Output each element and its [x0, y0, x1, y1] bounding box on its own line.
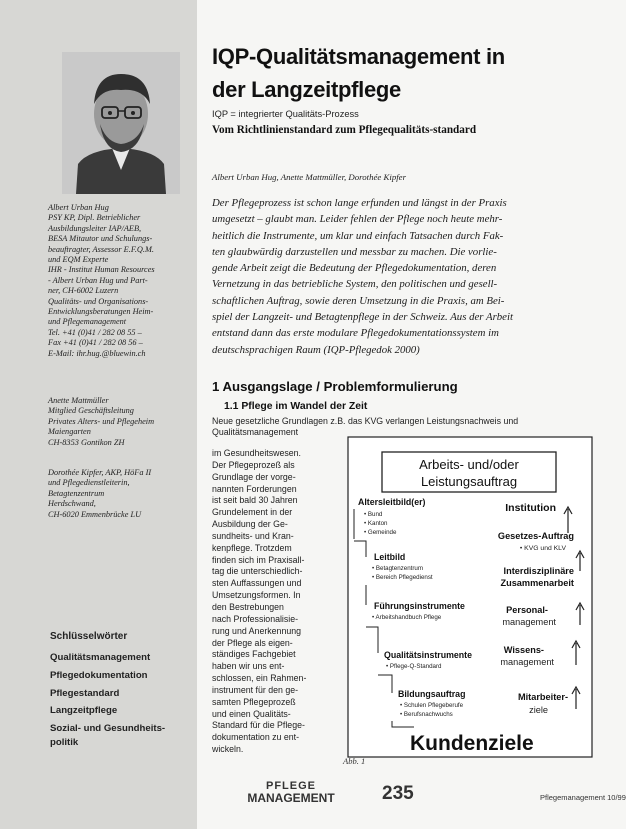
- node-label: Altersleitbild(er): [358, 497, 426, 507]
- bio-line: Anette Mattmüller: [48, 396, 109, 405]
- bio-line: E-Mail: ihr.hug.@bluewin.ch: [48, 348, 146, 358]
- body-line: dokumentation zu ent-: [212, 732, 300, 743]
- node-label: Führungsinstrumente: [374, 601, 465, 611]
- body-line: Grundlage der vorge-: [212, 471, 296, 482]
- node-label: management: [502, 617, 556, 627]
- body-line: Ausbildung der Ge-: [212, 519, 288, 530]
- logo-bottom: MANAGEMENT: [247, 791, 335, 805]
- node-label: Leitbild: [374, 552, 406, 562]
- node-bullet: • Berufsnachwuchs: [400, 711, 453, 718]
- page-number: 235: [382, 783, 414, 804]
- keywords-list: [50, 649, 192, 748]
- node-bullet: • KVG und KLV: [519, 545, 566, 552]
- bio-kipfer: [48, 468, 193, 520]
- title-line: der Langzeitpflege: [212, 77, 401, 102]
- node-bullet: • Kanton: [364, 520, 388, 527]
- body-line: der Pflege als eigen-: [212, 637, 293, 648]
- abstract-line: umgesetzt – glaubt man. Leider fehlen der Pflege noch heute mehr-: [212, 213, 503, 226]
- node-bullet: • Betagtenzentrum: [372, 565, 424, 572]
- article-abstract: [212, 195, 513, 358]
- keyword: Pflegestandard: [50, 687, 120, 699]
- article-subtitle: Vom Richtlinienstandard zum Pflegequalitäts-standard: [212, 124, 477, 136]
- bio-line: Betagtenzentrum: [48, 488, 105, 498]
- author-photo: [62, 52, 180, 194]
- bio-line: ner, CH-6002 Luzern: [48, 286, 119, 296]
- article-authors: Albert Urban Hug, Anette Mattmüller, Dorothée Kipfer: [212, 172, 406, 182]
- keyword: politik: [50, 736, 79, 748]
- figure-caption: Abb. 1: [343, 756, 366, 766]
- body-line: Der Pflegeprozeß als: [212, 459, 295, 470]
- article-kicker: IQP = integrierter Qualitäts-Prozess: [212, 109, 359, 119]
- node-bullet: • Gemeinde: [364, 529, 397, 536]
- bio-line: Albert Urban Hug: [48, 203, 109, 212]
- body-line: nach Professionalisie-: [212, 613, 299, 624]
- body-line: ist seit bald 30 Jahren: [212, 495, 298, 506]
- abstract-line: spiel der Langzeit- und Betagtenpflege in der Schweiz. Aus der Arbeit: [212, 311, 513, 324]
- node-bullet: • Schulen Pflegeberufe: [400, 702, 464, 709]
- body-line: schlossen, ein Rahmen-: [212, 673, 307, 684]
- body-line: Standard für die Pflege-: [212, 720, 305, 731]
- bio-line: BESA Mitautor und Schulungs-: [48, 234, 153, 244]
- intro-line: Qualitätsmanagement: [212, 426, 299, 437]
- keyword: Qualitätsmanagement: [50, 652, 151, 663]
- node-label: Mitarbeiter-: [517, 692, 568, 702]
- bio-hug: [48, 203, 193, 359]
- body-line: Grundelement in der: [212, 507, 293, 518]
- node-label: ziele: [529, 705, 548, 715]
- bio-mattmueller: [48, 396, 193, 448]
- node-label: Gesetzes-Auftrag: [497, 531, 574, 541]
- keyword: Sozial- und Gesundheits-: [50, 723, 166, 735]
- body-line: rung und Anerkennung: [212, 625, 302, 636]
- abstract-line: heitlich die Instrumente, um klar und einfach Tatsachen durch Fak-: [212, 229, 504, 242]
- top-box-line: Leistungsauftrag: [420, 474, 518, 489]
- body-line: ständiges Fachgebiet: [212, 649, 296, 660]
- bio-line: Fax +41 (0)41 / 282 08 56 –: [48, 338, 143, 348]
- bio-line: Herdschwand,: [48, 499, 96, 509]
- body-line: finden sich im Praxisall-: [212, 554, 305, 565]
- node-label: management: [500, 657, 554, 667]
- node-bullet: • Bund: [364, 511, 383, 518]
- intro-line: Neue gesetzliche Grundlagen z.B. das KVG verlangen Leistungsnachweis und: [212, 416, 519, 426]
- bio-line: und EQM Experte: [48, 255, 109, 265]
- body-line: wickeln.: [212, 744, 244, 755]
- node-bullet: • Arbeitshandbuch Pflege: [372, 614, 442, 621]
- node-label: Bildungsauftrag: [398, 689, 466, 699]
- title-line: IQP-Qualitätsmanagement in: [212, 44, 505, 69]
- bio-line: Tel. +41 (0)41 / 282 08 55 –: [48, 327, 142, 337]
- bio-line: und Pflegemanagement: [48, 317, 127, 327]
- bio-line: Privates Alters- und Pflegeheim: [48, 416, 155, 426]
- body-line: nannten Forderungen: [212, 483, 297, 494]
- bio-line: - Albert Urban Hug und Part-: [48, 275, 148, 285]
- bio-line: Qualitäts- und Organisations-: [48, 296, 149, 306]
- abstract-line: entstand dann das erste modulare Pflegedokumentationssystem im: [212, 327, 499, 340]
- node-label: Wissens-: [503, 645, 544, 655]
- logo-top: PFLEGE: [265, 780, 316, 792]
- abstract-line: Der Pflegeprozess ist schon lange erfunden und längst in der Praxis: [212, 197, 507, 209]
- body-line: kenpflege. Trotzdem: [212, 542, 292, 553]
- node-bullet: • Bereich Pflegedienst: [372, 574, 433, 581]
- keywords-heading: Schlüsselwörter: [50, 631, 128, 642]
- bio-line: Maiengarten: [48, 427, 91, 437]
- bio-line: CH-6020 Emmenbrücke LU: [48, 509, 142, 519]
- keyword: Pflegedokumentation: [50, 669, 148, 681]
- quality-diagram: [348, 437, 592, 757]
- journal-logo: [226, 780, 356, 804]
- bio-line: Dorothée Kipfer, AKP, HöFa II: [48, 468, 152, 477]
- bio-line: IHR - Institut Human Resources: [48, 265, 155, 275]
- body-line: haben wir uns ent-: [212, 661, 285, 672]
- bio-line: Ausbildungsleiter IAP/AEB,: [48, 223, 142, 233]
- abstract-line: gende Arbeit zeigt die Bedeutung der Pflegedokumentation, deren: [212, 262, 497, 275]
- node-label: Institution: [505, 502, 556, 514]
- bio-line: beauftragter, Assessor E.F.Q.M.: [48, 244, 154, 254]
- body-line: den Bestrebungen: [212, 601, 284, 612]
- body-line: sten Auffassungen und: [212, 578, 302, 589]
- body-line: und einen Qualitäts-: [212, 708, 291, 719]
- abstract-line: deutschsprachigen Raum (IQP-Pflegedok 2000): [212, 343, 420, 356]
- body-line: samten Pflegeprozeß: [212, 696, 296, 707]
- body-line: instrument für den ge-: [212, 684, 299, 695]
- bio-line: Entwicklungsberatungen Heim-: [48, 307, 154, 317]
- issue-label: Pflegemanagement 10/99: [540, 793, 626, 802]
- subsection-heading: 1.1 Pflege im Wandel der Zeit: [224, 401, 368, 412]
- body-line: Umsetzungsformen. In: [212, 590, 301, 601]
- body-line: im Gesundheitswesen.: [212, 448, 301, 458]
- node-label: Interdisziplinäre: [503, 566, 574, 576]
- top-box-line: Arbeits- und/oder: [419, 457, 519, 472]
- abstract-line: schaftlichen Auftrag, sowie deren Umsetzung in die Praxis, am Bei-: [212, 294, 505, 307]
- intro-paragraph: [212, 416, 518, 437]
- node-label: Personal-: [506, 605, 548, 615]
- bio-line: und Pflegedienstleiterin,: [48, 478, 130, 488]
- abstract-line: Vernetzung in das betriebliche System, den politischen und gesell-: [212, 278, 498, 291]
- keyword: Langzeitpflege: [50, 705, 118, 717]
- portrait-image: [62, 52, 180, 194]
- node-label: Zusammenarbeit: [500, 578, 574, 588]
- bottom-label: Kundenziele: [410, 732, 534, 755]
- article-title: [212, 40, 505, 106]
- node-label: Qualitätsinstrumente: [384, 650, 472, 660]
- node-bullet: • Pflege-Q-Standard: [386, 663, 442, 670]
- bio-line: Mitglied Geschäftsleitung: [48, 406, 134, 416]
- abstract-line: ten glaubwürdig darzustellen und messbar zu machen. Die vorlie-: [212, 245, 497, 258]
- bio-line: CH-8353 Gontikon ZH: [48, 437, 125, 447]
- body-line: sundheits- und Kran-: [212, 530, 294, 541]
- body-column: [212, 448, 344, 756]
- bio-line: PSY KP, Dipl. Betrieblicher: [48, 213, 141, 223]
- section-heading: 1 Ausgangslage / Problemformulierung: [212, 379, 458, 394]
- body-line: tag die unterschiedlich-: [212, 566, 303, 577]
